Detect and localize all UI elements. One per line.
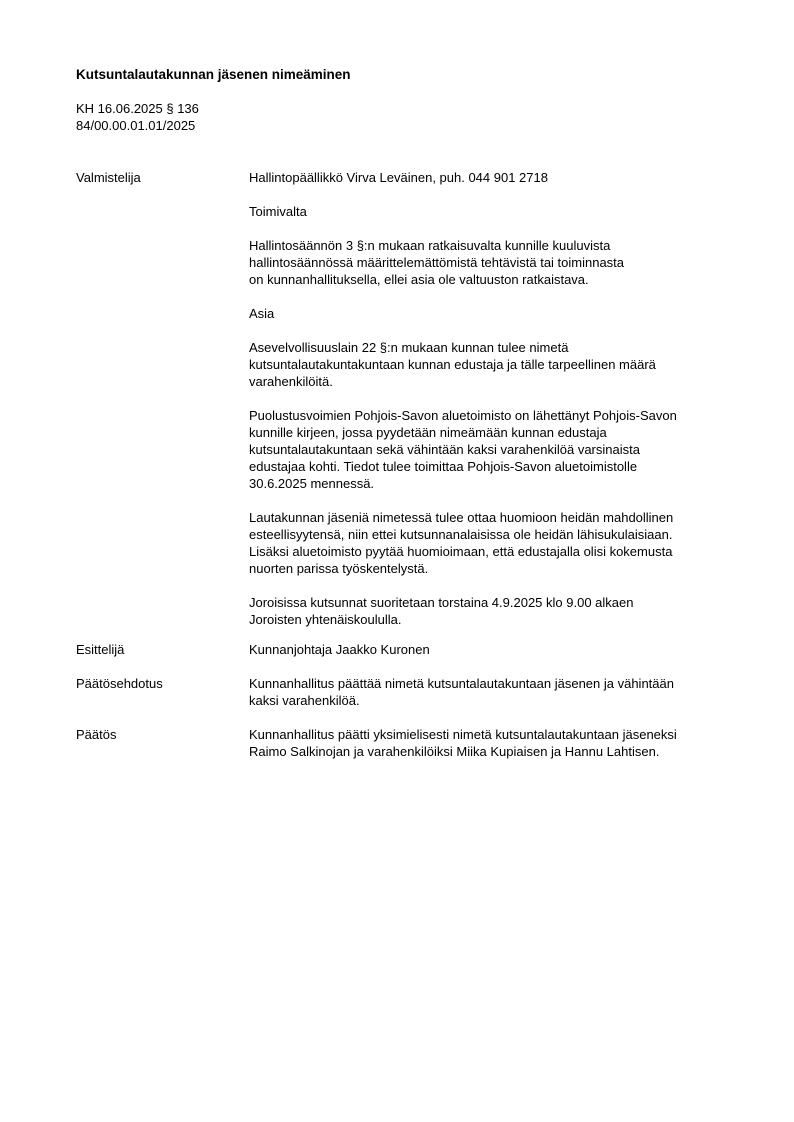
section-content xyxy=(249,641,749,658)
paragraph-authority xyxy=(249,237,749,288)
section-content xyxy=(249,675,749,709)
section-label: Päätös xyxy=(76,727,117,742)
paragraph-heading-asia xyxy=(249,305,749,322)
text-line: Asia xyxy=(249,306,275,321)
text-line: varahenkilöitä. xyxy=(249,374,333,389)
text-line: on kunnanhallituksella, ellei asia ole valtuuston ratkaistava. xyxy=(249,272,589,287)
text-line: kunnille kirjeen, jossa pyydetään nimeämään kunnan edustaja xyxy=(249,425,607,440)
text-line: Lisäksi aluetoimisto pyytää huomioimaan, että edustajalla olisi kokemusta xyxy=(249,544,673,559)
text-line: Raimo Salkinojan ja varahenkilöiksi Miika Kupiaisen ja Hannu Lahtisen. xyxy=(249,744,660,759)
section-content xyxy=(249,726,749,760)
text-line: esteellisyytensä, niin ettei kutsunnanalaisissa ole heidän lähisukulaisiaan. xyxy=(249,527,673,542)
section-label: Esittelijä xyxy=(76,642,125,657)
text-line: edustajaa kohti. Tiedot tulee toimittaa Pohjois-Savon aluetoimistolle xyxy=(249,459,638,474)
section-label: Valmistelija xyxy=(76,170,141,185)
paragraph-law xyxy=(249,339,749,390)
text-line: hallintosäännössä määrittelemättömistä tehtävistä tai toiminnasta xyxy=(249,255,625,270)
paragraph-schedule xyxy=(249,594,749,628)
text-line: Hallintosäännön 3 §:n mukaan ratkaisuvalta kunnille kuuluvista xyxy=(249,238,611,253)
paragraph-considerations xyxy=(249,509,749,577)
text-line: 30.6.2025 mennessä. xyxy=(249,476,375,491)
document-meta xyxy=(76,100,199,134)
paragraph-preparer xyxy=(249,169,749,186)
section-label: Päätösehdotus xyxy=(76,676,163,691)
text-line: Asevelvollisuuslain 22 §:n mukaan kunnan tulee nimetä xyxy=(249,340,569,355)
section-content xyxy=(249,169,749,628)
text-line: Toimivalta xyxy=(249,204,307,219)
text-line: Kunnanhallitus päätti yksimielisesti nimetä kutsuntalautakuntaan jäseneksi xyxy=(249,727,677,742)
paragraph-heading-toimivalta xyxy=(249,203,749,220)
text-line: Hallintopäällikkö Virva Leväinen, puh. 044 901 2718 xyxy=(249,170,548,185)
text-line: kutsuntalautakuntakuntaan kunnan edustaja ja tälle tarpeellinen määrä xyxy=(249,357,656,372)
text-line: kutsuntalautakuntaan sekä vähintään kaksi varahenkilöä varsinaista xyxy=(249,442,640,457)
text-line: Kunnanhallitus päättää nimetä kutsuntalautakuntaan jäsenen ja vähintään xyxy=(249,676,674,691)
text-line: Joroisten yhtenäiskoululla. xyxy=(249,612,402,627)
text-line: Joroisissa kutsunnat suoritetaan torstaina 4.9.2025 klo 9.00 alkaen xyxy=(249,595,634,610)
paragraph-request xyxy=(249,407,749,492)
case-number: 84/00.00.01.01/2025 xyxy=(76,118,196,133)
text-line: nuorten parissa työskentelystä. xyxy=(249,561,429,576)
text-line: Lautakunnan jäseniä nimetessä tulee ottaa huomioon heidän mahdollinen xyxy=(249,510,674,525)
document-title: Kutsuntalautakunnan jäsenen nimeäminen xyxy=(76,67,351,82)
text-line: kaksi varahenkilöä. xyxy=(249,693,360,708)
text-line: Puolustusvoimien Pohjois-Savon aluetoimisto on lähettänyt Pohjois-Savon xyxy=(249,408,677,423)
text-line: Kunnanjohtaja Jaakko Kuronen xyxy=(249,642,430,657)
meeting-reference: KH 16.06.2025 § 136 xyxy=(76,101,199,116)
